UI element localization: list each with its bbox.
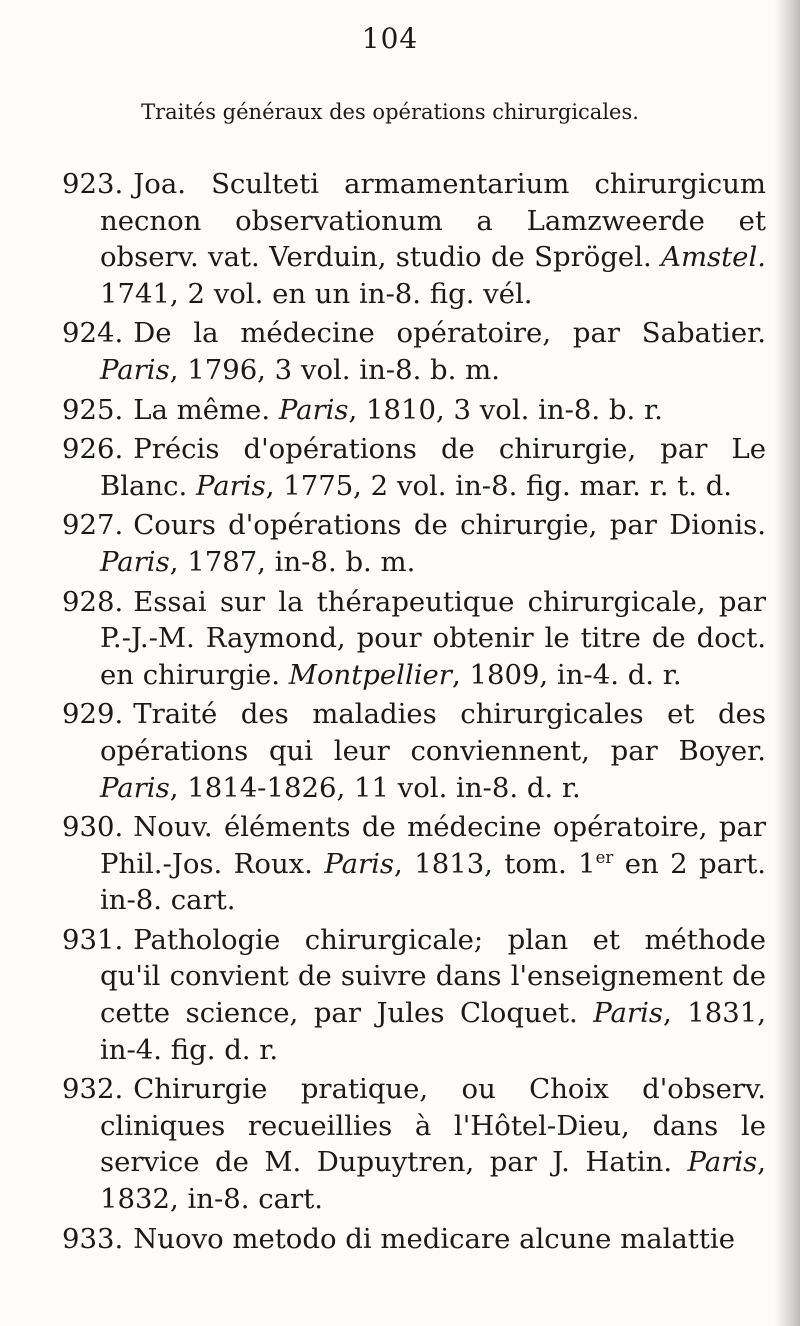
- entry-number: 932.: [62, 1073, 124, 1106]
- catalogue-entry: [62, 1071, 766, 1217]
- catalogue-entry: [62, 315, 766, 388]
- entry-imprint: , 1787, in-8. b. m.: [169, 545, 416, 578]
- entry-text: Cours d'opérations de chirurgie, par Dionis.: [133, 509, 766, 542]
- catalogue-entry: [62, 696, 766, 806]
- entry-text: Pathologie chirurgicale; plan et méthode qu'il convient de suivre dans l'enseignement de cette science, par Jules Cloquet.: [100, 923, 766, 1030]
- entry-imprint: , 1813, tom. 1: [394, 847, 596, 880]
- entry-imprint: 1741, 2 vol. en un in-8. fig. vél.: [100, 277, 533, 310]
- entry-imprint-tail: en 2 part. in-8. cart.: [100, 847, 766, 917]
- entry-number: 924.: [62, 317, 124, 350]
- entry-text: Précis d'opérations de chirurgie, par Le Blanc.: [100, 433, 766, 502]
- entry-number: 927.: [62, 509, 124, 542]
- entry-place: Amstel.: [661, 241, 766, 274]
- entry-number: 925.: [62, 393, 124, 426]
- catalogue-entry: [62, 507, 766, 580]
- entry-imprint: , 1814-1826, 11 vol. in-8. d. r.: [169, 771, 581, 804]
- entry-place: Paris: [100, 771, 170, 804]
- page-edge-shadow: [774, 0, 800, 1326]
- entry-number: 923.: [62, 168, 124, 200]
- entry-number: 933.: [62, 1222, 124, 1255]
- entry-place: Paris: [687, 1146, 758, 1179]
- entry-number: 930.: [62, 811, 124, 844]
- catalogue-entry: [62, 166, 766, 312]
- section-heading: Traités généraux des opérations chirurgicales.: [141, 100, 639, 124]
- entry-place: Paris: [100, 545, 170, 578]
- entry-imprint: , 1809, in-4. d. r.: [451, 658, 682, 691]
- entry-imprint: , 1796, 3 vol. in-8. b. m.: [169, 353, 500, 386]
- entry-text: Joa. Sculteti armamentarium chirurgicum necnon observationum a Lamzweerde et observ. vat. Verduin, studio de Sprögel.: [100, 168, 766, 274]
- catalogue-entry: [62, 1221, 766, 1258]
- entry-place: Montpellier: [288, 658, 452, 691]
- catalogue-entry: [62, 809, 766, 919]
- entry-text: Essai sur la thérapeutique chirurgicale, par P.-J.-M. Raymond, pour obtenir le titre de doct. en chirurgie.: [100, 585, 766, 691]
- entry-imprint: , 1832, in-8. cart.: [100, 1146, 766, 1216]
- entry-number: 926.: [62, 433, 124, 466]
- entry-imprint: , 1775, 2 vol. in-8. fig. mar. r. t. d.: [265, 469, 733, 502]
- entry-text: Nuovo metodo di medicare alcune malattie: [133, 1222, 735, 1255]
- entry-place: Paris: [278, 393, 349, 426]
- entry-imprint: , 1810, 3 vol. in-8. b. r.: [348, 393, 663, 426]
- entry-place: Paris: [100, 353, 170, 386]
- entry-text: La même.: [133, 393, 279, 426]
- entry-text: De la médecine opératoire, par Sabatier.: [133, 317, 766, 350]
- catalogue-entry: [62, 584, 766, 694]
- entry-text: Chirurgie pratique, ou Choix d'observ. cliniques recueillies à l'Hôtel-Dieu, dans le service de M. Dupuytren, par J. Hatin.: [100, 1073, 766, 1179]
- entry-number: 929.: [62, 698, 124, 731]
- catalogue-entry: [62, 392, 766, 429]
- entry-superscript: er: [595, 847, 614, 867]
- entry-place: Paris: [196, 469, 266, 502]
- entry-list: [62, 166, 766, 1260]
- catalogue-entry: [62, 922, 766, 1068]
- entry-text: Traité des maladies chirurgicales et des opérations qui leur conviennent, par Boyer.: [100, 698, 766, 767]
- entry-place: Paris: [593, 997, 663, 1030]
- entry-number: 931.: [62, 923, 124, 956]
- entry-text: Nouv. éléments de médecine opératoire, par Phil.-Jos. Roux.: [100, 811, 766, 880]
- page-number: 104: [361, 22, 419, 55]
- entry-place: Paris: [324, 847, 395, 880]
- entry-imprint: , 1831, in-4. fig. d. r.: [100, 997, 767, 1066]
- catalogue-entry: [62, 431, 766, 504]
- entry-number: 928.: [62, 585, 124, 618]
